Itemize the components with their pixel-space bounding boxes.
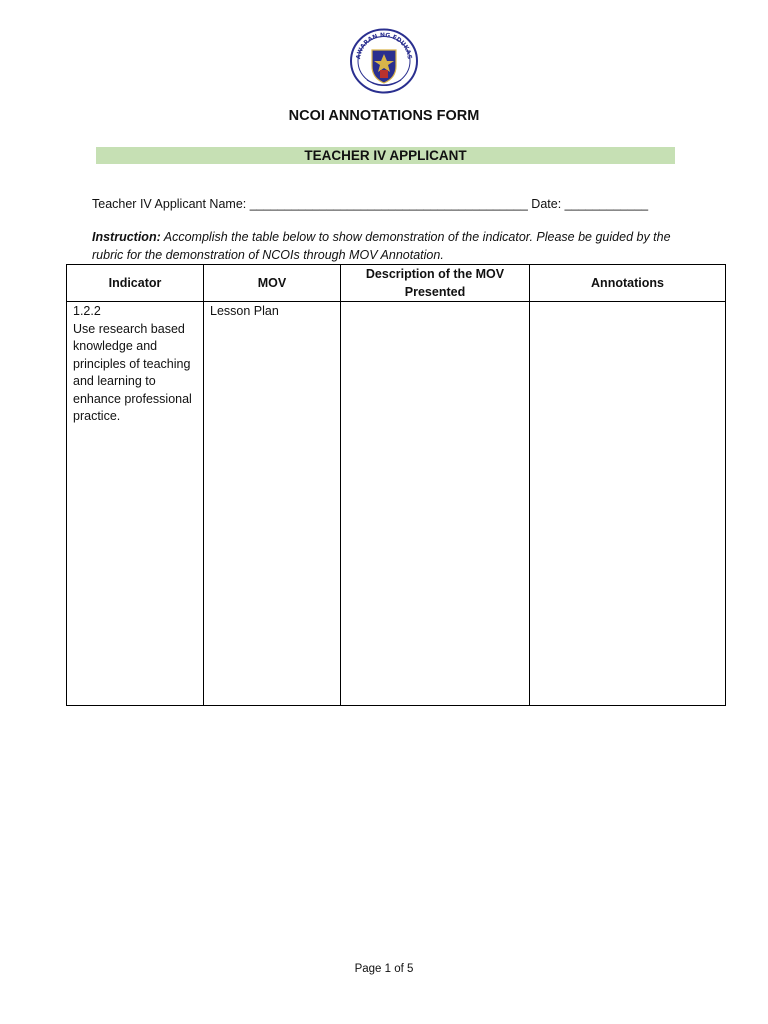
applicant-name-field: ________________________________________ bbox=[249, 197, 528, 211]
instruction-text: Accomplish the table below to show demonstration of the indicator. Please be guided by the rubric for the demonstration of NCOIs through MOV Annotation. bbox=[92, 230, 671, 262]
description-cell[interactable] bbox=[341, 302, 530, 706]
header-indicator: Indicator bbox=[67, 265, 204, 302]
annotations-table bbox=[66, 264, 726, 706]
date-label: Date: bbox=[531, 197, 562, 211]
date-field: ____________ bbox=[564, 197, 649, 211]
indicator-cell: 1.2.2 Use research based knowledge and principles of teaching and learning to enhance professional practice. bbox=[67, 302, 204, 706]
header-description: Description of the MOV Presented bbox=[341, 265, 530, 302]
mov-cell: Lesson Plan bbox=[204, 302, 341, 706]
annotations-cell[interactable] bbox=[530, 302, 726, 706]
header-mov: MOV bbox=[204, 265, 341, 302]
page-number: Page 1 of 5 bbox=[354, 963, 414, 975]
form-title: NCOI ANNOTATIONS FORM bbox=[288, 108, 480, 124]
table-row bbox=[67, 302, 726, 706]
deped-seal-logo bbox=[349, 28, 419, 94]
header-annotations: Annotations bbox=[530, 265, 726, 302]
applicant-name-label: Teacher IV Applicant Name: bbox=[92, 197, 247, 211]
applicant-name-line bbox=[92, 197, 648, 211]
instruction-label: Instruction: bbox=[92, 230, 161, 244]
table-header-row bbox=[67, 265, 726, 302]
instruction-paragraph bbox=[92, 228, 684, 264]
applicant-type-banner: TEACHER IV APPLICANT bbox=[96, 147, 675, 164]
svg-text:KAGAWARAN NG EDUKASYON: AWARAN NG EDUKAS bbox=[355, 31, 413, 60]
